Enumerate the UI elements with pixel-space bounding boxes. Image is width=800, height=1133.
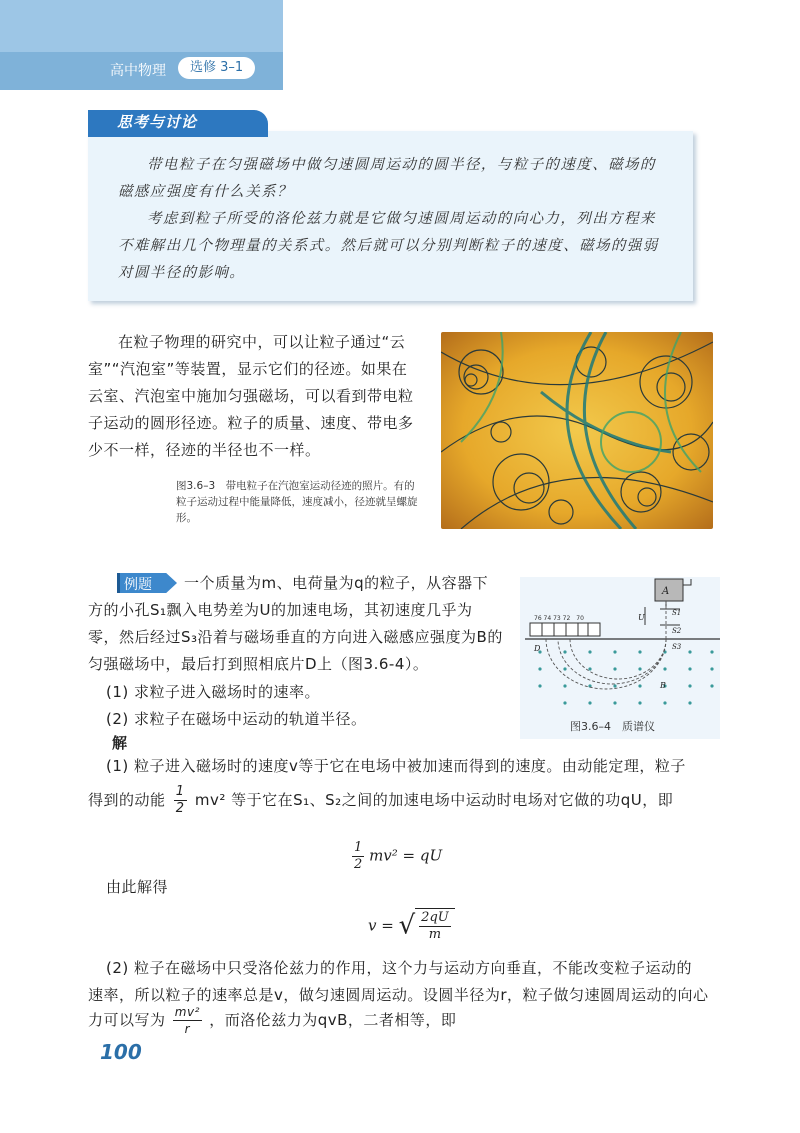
eq1-half-numerator: 1 xyxy=(354,840,363,855)
eq1-half-denominator: 2 xyxy=(354,857,363,872)
example-problem: 一个质量为m、电荷量为q的粒子，从容器下方的小孔S₁飘入电势差为U的加速电场，其初速度几乎为零，然后经过S₃沿着与磁场垂直的方向进入磁感应强度为B的匀强磁场中，最后打到照相底片D上（图3.6-4）。 xyxy=(88,574,503,673)
solution-2-line-3-b: ，而洛伦兹力为qvB，二者相等，即 xyxy=(209,1011,457,1029)
half-fraction xyxy=(174,784,187,817)
derive-text: 由此解得 xyxy=(106,878,169,896)
solution-2-line-3-a: 力可以写为 xyxy=(88,1011,166,1029)
scale-label: 76 74 73 72 70 xyxy=(534,615,584,622)
solution-1-line-2-a: 得到的动能 xyxy=(88,791,166,809)
label-S3: S3 xyxy=(672,643,682,651)
label-S1: S1 xyxy=(672,609,682,617)
centripetal-numerator: mv² xyxy=(174,1005,200,1019)
intro-paragraph: 在粒子物理的研究中，可以让粒子通过“云室”“汽泡室”等装置，显示它们的径迹。如果在云室、汽泡室中施加匀强磁场，可以看到带电粒子运动的圆形径迹。粒子的质量、速度、带电多少不一样，径迹的半径也不一样。 xyxy=(88,333,414,459)
book-title: 高中物理 xyxy=(110,63,166,79)
half-numerator: 1 xyxy=(175,784,185,799)
centripetal-fraction xyxy=(173,1004,202,1037)
example-label: 例题 xyxy=(124,577,152,593)
volume-badge: 选修 3–1 xyxy=(178,57,255,79)
solution-2-line-2: 速率，所以粒子的速率总是v，做匀速圆周运动。设圆半径为r，粒子做匀速圆周运动的向心 xyxy=(88,986,709,1004)
figure-caption-3-6-4: 图3.6–4 质谱仪 xyxy=(570,720,655,733)
eq2-denominator: m xyxy=(428,927,442,942)
solution-2-line-3 xyxy=(88,1004,728,1037)
eq2-numerator: 2qU xyxy=(421,910,449,925)
solution-2-line-1: (2) 粒子在磁场中只受洛伦兹力的作用，这个力与运动方向垂直，不能改变粒子运动的 xyxy=(106,959,693,977)
half-denominator: 2 xyxy=(175,801,185,816)
discussion-question: 带电粒子在匀强磁场中做匀速圆周运动的圆半径，与粒子的速度、磁场的磁感应强度有什么关系？ xyxy=(118,157,656,200)
example-question-1: (1) 求粒子进入磁场时的速率。 xyxy=(106,683,321,701)
sqrt-fraction xyxy=(415,908,455,943)
centripetal-denominator: r xyxy=(184,1022,191,1036)
page-number: 100 xyxy=(100,1040,142,1064)
discussion-hint: 考虑到粒子所受的洛伦兹力就是它做匀速圆周运动的向心力，列出方程来不难解出几个物理量的关系式。然后就可以分别判断粒子的速度、磁场的强弱对圆半径的影响。 xyxy=(118,211,659,281)
eq1-half xyxy=(352,840,364,873)
label-A: A xyxy=(662,586,670,597)
label-D: D xyxy=(534,644,541,653)
equation-kinetic-energy xyxy=(352,840,442,873)
label-S2: S2 xyxy=(672,627,682,635)
solution-1-line-1: (1) 粒子进入磁场时的速度v等于它在电场中被加速而得到的速度。由动能定理，粒子 xyxy=(106,757,686,775)
solution-1-line-2 xyxy=(88,784,728,817)
eq2-lhs: v = xyxy=(368,916,394,935)
bubble-chamber-photo xyxy=(441,332,713,529)
sqrt-sign: √ xyxy=(398,910,416,941)
label-U: U xyxy=(638,613,645,622)
example-question-2: (2) 求粒子在磁场中运动的轨道半径。 xyxy=(106,710,367,728)
mass-spectrometer-figure xyxy=(520,577,720,739)
discussion-title: 思考与讨论 xyxy=(117,113,198,131)
label-B: B xyxy=(660,681,666,690)
solution-label: 解 xyxy=(112,734,128,752)
figure-caption-3-6-3: 图3.6–3 带电粒子在汽泡室运动径迹的照片。有的粒子运动过程中能量降低，速度减小，径迹就呈螺旋形。 xyxy=(176,480,418,524)
equation-velocity xyxy=(368,908,455,943)
solution-1-line-2-b: mv² 等于它在S₁、S₂之间的加速电场中运动时电场对它做的功qU，即 xyxy=(194,791,674,809)
eq1-rhs: mv² = qU xyxy=(369,846,443,865)
